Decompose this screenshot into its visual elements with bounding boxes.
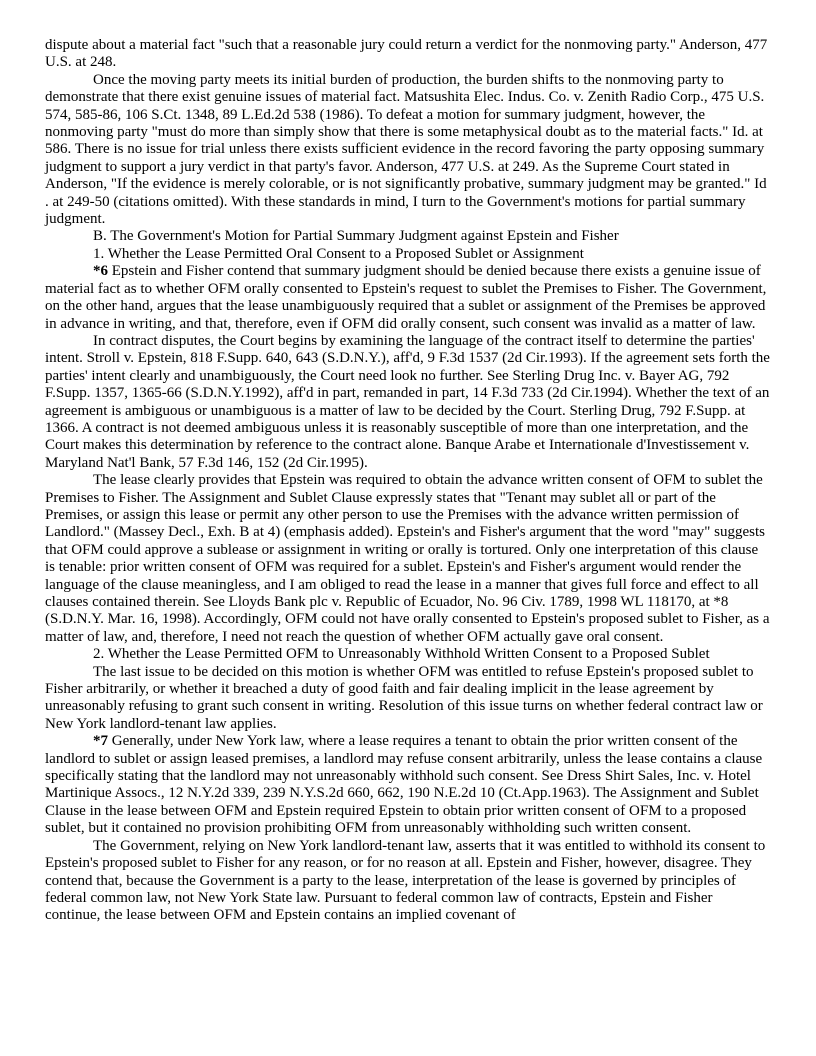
paragraph-text: Generally, under New York law, where a lease requires a tenant to obtain the prior written consent of the landlord to sublet or assign leased premises, a landlord may refuse consent arbitrarily, unless the lease contains a clause specifically stating that the landlord may not unreasonably withhold such consent. See Dress Shirt Sales, Inc. v. Hotel Martinique Assocs., 12 N.Y.2d 339, 239 N.Y.S.2d 660, 662, 190 N.E.2d 10 (Ct.App.1963). The Assignment and Sublet Clause in the lease between OFM and Epstein required Epstein to obtain prior written consent of OFM to a proposed sublet, but it contained no provision prohibiting OFM from unreasonably withholding such written consent. bbox=[45, 733, 763, 837]
subsection-heading-2 bbox=[45, 646, 771, 663]
heading-text: 1. Whether the Lease Permitted Oral Consent to a Proposed Sublet or Assignment bbox=[93, 245, 584, 262]
paragraph-text: Once the moving party meets its initial burden of production, the burden shifts to the nonmoving party to demonstrate that there exist genuine issues of material fact. Matsushita Elec. Indus. Co. v. Zenith Radio Corp., 475 U.S. 574, 585-86, 106 S.Ct. 1348, 89 L.Ed.2d 538 (1986). To defeat a motion for summary judgment, however, the nonmoving party "must do more than simply show that there is some metaphysical doubt as to the material facts." Id. at 586. There is no issue for trial unless there exists sufficient evidence in the record favoring the party opposing summary judgment to support a jury verdict in that party's favor. Anderson, 477 U.S. at 249. As the Supreme Court stated in Anderson, "If the evidence is merely colorable, or is not significantly probative, summary judgment may be granted." Id . at 249-50 (citations omitted). With these standards in mind, I turn to the Government's motions for partial summary judgment. bbox=[45, 71, 767, 228]
paragraph-text: The lease clearly provides that Epstein was required to obtain the advance written consent of OFM to sublet the Premises to Fisher. The Assignment and Sublet Clause expressly states that "Tenant may sublet all or part of the Premises, or assign this lease or permit any other person to use the Premises with the advance written permission of Landlord." (Massey Decl., Exh. B at 4) (emphasis added). Epstein's and Fisher's argument that the word "may" suggests that OFM could approve a sublease or assignment in writing or orally is tortured. Only one interpretation of this clause is tenable: prior written consent of OFM was required for a sublet. Epstein's and Fisher's argument would render the language of the clause meaningless, and I am obliged to read the lease in a manner that gives full force and effect to all clauses contained therein. See Lloyds Bank plc v. Republic of Ecuador, No. 96 Civ. 1789, 1998 WL 118170, at *8 (S.D.N.Y. Mar. 16, 1998). Accordingly, OFM could not have orally consented to Epstein's proposed sublet to Fisher, as a matter of law, and, therefore, I need not reach the question of whether OFM actually gave oral consent. bbox=[45, 472, 770, 645]
paragraph-burden-shift bbox=[45, 72, 771, 229]
paragraph-text: Epstein and Fisher contend that summary judgment should be denied because there exists a genuine issue of material fact as to whether OFM orally consented to Epstein's request to sublet the Premises to Fisher. The Government, on the other hand, argues that the lease unambiguously required that a sublet or assignment of the Premises be approved in advance in writing, and that, therefore, even if OFM did orally consent, such consent was invalid as a matter of law. bbox=[45, 263, 767, 332]
heading-text: 2. Whether the Lease Permitted OFM to Unreasonably Withhold Written Consent to a Proposed Sublet bbox=[93, 646, 710, 663]
star-page-marker: *6 bbox=[93, 263, 108, 280]
paragraph-text: In contract disputes, the Court begins by examining the language of the contract itself to determine the parties' intent. Stroll v. Epstein, 818 F.Supp. 640, 643 (S.D.N.Y.), aff'd, 9 F.3d 1537 (2d Cir.1993). If the agreement sets forth the parties' intent clearly and unambiguously, the Court need look no further. See Sterling Drug Inc. v. Bayer AG, 792 F.Supp. 1357, 1365-66 (S.D.N.Y.1992), aff'd in part, remanded in part, 14 F.3d 733 (2d Cir.1994). Whether the text of an agreement is ambiguous or unambiguous is a matter of law to be decided by the Court. Sterling Drug, 792 F.Supp. at 1366. A contract is not deemed ambiguous unless it is reasonably susceptible of more than one interpretation, and the Court makes this determination by reference to the contract alone. Banque Arabe et Internationale d'Investissement v. Maryland Nat'l Bank, 57 F.3d 146, 152 (2d Cir.1995). bbox=[45, 332, 770, 471]
paragraph-text: The Government, relying on New York landlord-tenant law, asserts that it was entitled to withhold its consent to Epstein's proposed sublet to Fisher for any reason, or for no reason at all. Epstein and Fisher, however, disagree. They contend that, because the Government is a party to the lease, interpretation of the lease is governed by principles of federal common law, not New York State law. Pursuant to federal common law of contracts, Epstein and Fisher continue, the lease between OFM and Epstein contains an implied covenant of bbox=[45, 837, 766, 924]
section-heading-b bbox=[45, 228, 771, 245]
document-page bbox=[45, 37, 771, 925]
heading-text: B. The Government's Motion for Partial Summary Judgment against Epstein and Fisher bbox=[93, 228, 619, 245]
paragraph-text: dispute about a material fact "such that a reasonable jury could return a verdict for the nonmoving party." Anderson, 477 U.S. at 248. bbox=[45, 37, 768, 71]
subsection-heading-1 bbox=[45, 246, 771, 263]
paragraph-last-issue bbox=[45, 664, 771, 734]
paragraph-star-6 bbox=[45, 263, 771, 333]
star-page-marker: *7 bbox=[93, 733, 108, 750]
paragraph-star-7 bbox=[45, 733, 771, 837]
paragraph-contract-disputes bbox=[45, 333, 771, 472]
paragraph-lease-clearly bbox=[45, 472, 771, 646]
paragraph-government-relying bbox=[45, 838, 771, 925]
paragraph-text: The last issue to be decided on this motion is whether OFM was entitled to refuse Epstein's proposed sublet to Fisher arbitrarily, or whether it breached a duty of good faith and fair dealing implicit in the lease agreement by unreasonably refusing to grant such consent in writing. Resolution of this issue turns on whether federal contract law or New York landlord-tenant law applies. bbox=[45, 663, 763, 732]
paragraph-continuation bbox=[45, 37, 771, 72]
